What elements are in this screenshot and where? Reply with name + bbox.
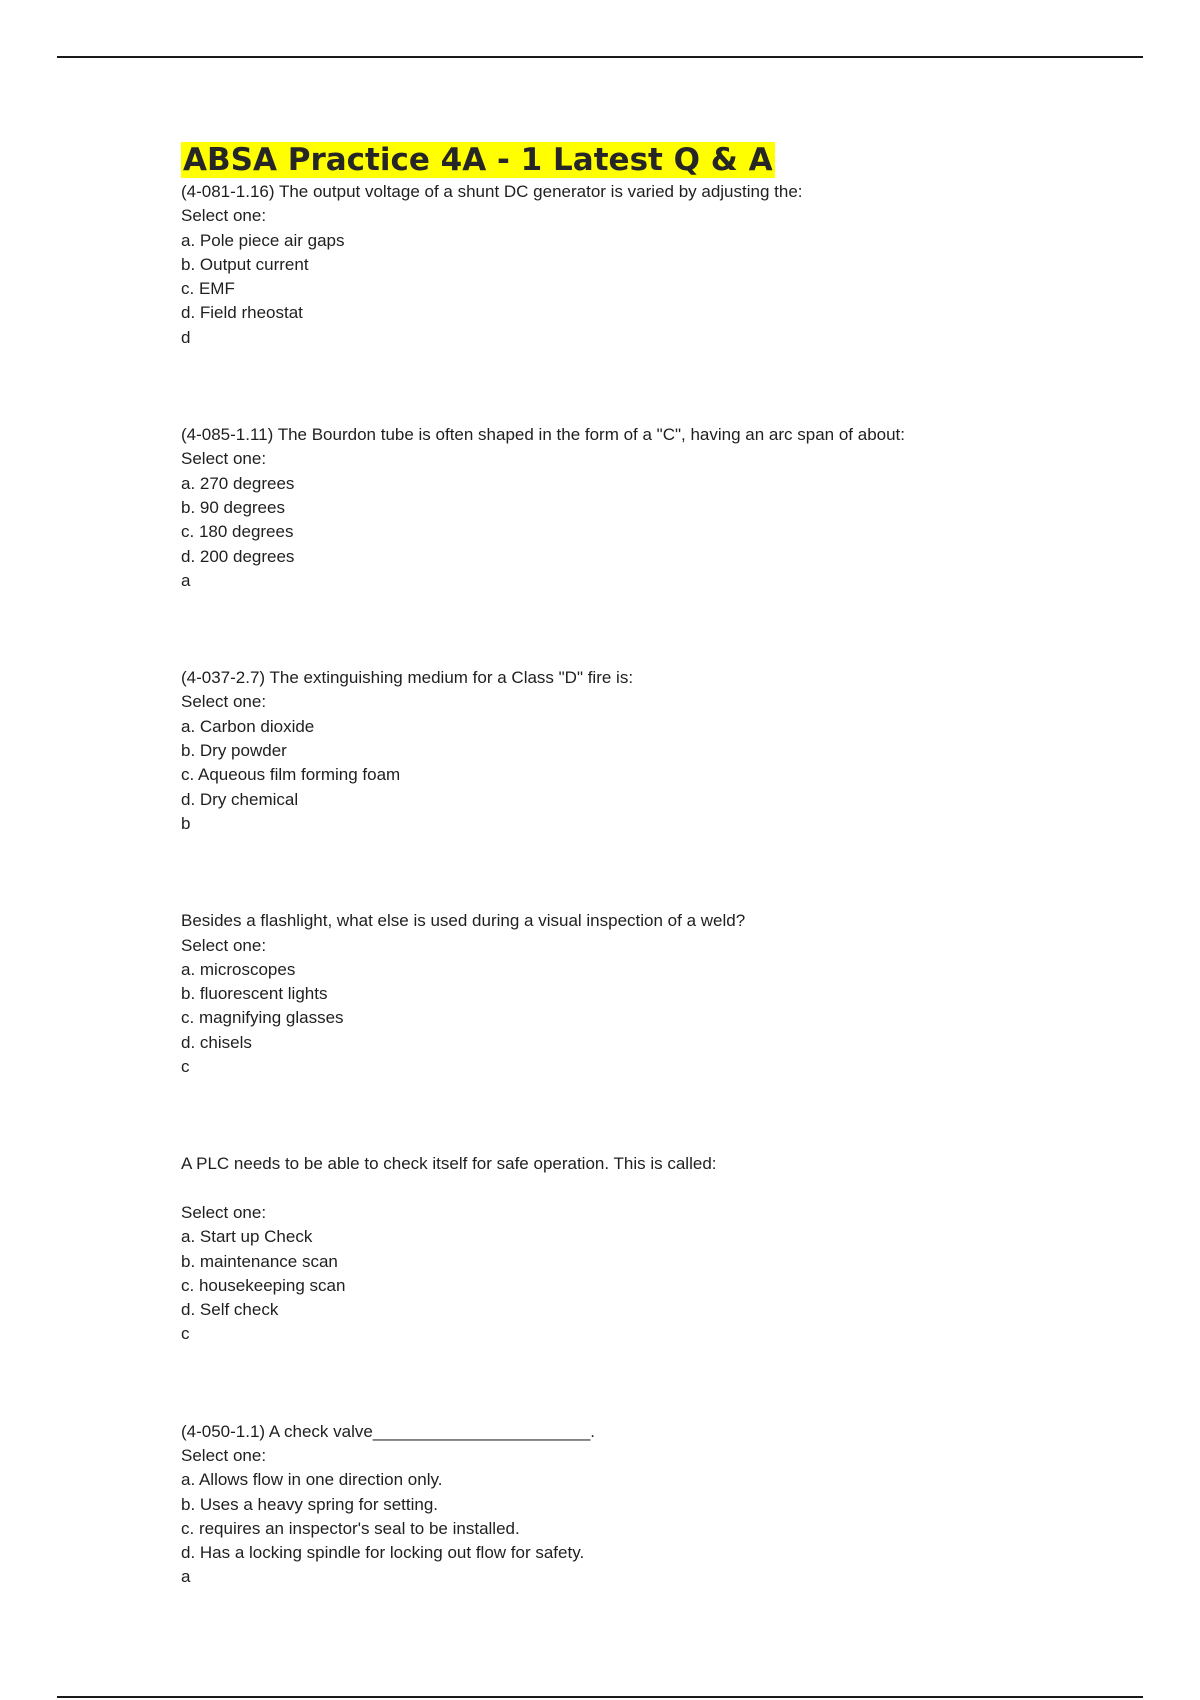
- blank-line: [181, 1177, 1141, 1201]
- option-d: d. Has a locking spindle for locking out flow for safety.: [181, 1543, 585, 1563]
- option-b: b. fluorescent lights: [181, 984, 328, 1004]
- answer: c: [181, 1324, 190, 1344]
- header-rule: [57, 56, 1143, 58]
- spacer: [181, 1347, 1141, 1420]
- option-c: c. housekeeping scan: [181, 1275, 346, 1295]
- select-one-label: Select one:: [181, 935, 267, 955]
- question-2: [181, 423, 1141, 593]
- question-stem: Besides a flashlight, what else is used during a visual inspection of a weld?: [181, 911, 746, 931]
- footer-rule: [57, 1696, 1143, 1698]
- select-one-label: Select one:: [181, 1445, 267, 1465]
- spacer: [181, 1079, 1141, 1152]
- question-stem: A PLC needs to be able to check itself for safe operation. This is called:: [181, 1154, 717, 1174]
- question-stem: (4-037-2.7) The extinguishing medium for a Class "D" fire is:: [181, 668, 634, 688]
- option-c: c. requires an inspector's seal to be installed.: [181, 1518, 520, 1538]
- option-c: c. EMF: [181, 279, 235, 299]
- answer: b: [181, 813, 191, 833]
- option-a: a. Carbon dioxide: [181, 716, 315, 736]
- question-6: [181, 1420, 1141, 1590]
- question-stem: (4-081-1.16) The output voltage of a shunt DC generator is varied by adjusting the:: [181, 182, 803, 201]
- option-a: a. Pole piece air gaps: [181, 230, 345, 250]
- option-d: d. chisels: [181, 1032, 252, 1052]
- document-title: ABSA Practice 4A - 1 Latest Q & A: [183, 142, 773, 178]
- option-b: b. maintenance scan: [181, 1251, 338, 1271]
- option-d: d. Field rheostat: [181, 303, 303, 323]
- option-a: a. Allows flow in one direction only.: [181, 1470, 443, 1490]
- question-stem: (4-050-1.1) A check valve_______________________.: [181, 1421, 596, 1441]
- answer: a: [181, 570, 191, 590]
- option-d: d. 200 degrees: [181, 546, 295, 566]
- question-5: [181, 1152, 1141, 1346]
- option-d: d. Self check: [181, 1300, 279, 1320]
- option-b: b. Dry powder: [181, 741, 287, 761]
- question-1: [181, 180, 1141, 350]
- select-one-label: Select one:: [181, 206, 267, 226]
- option-b: b. 90 degrees: [181, 497, 285, 517]
- option-a: a. Start up Check: [181, 1227, 313, 1247]
- option-a: a. 270 degrees: [181, 473, 295, 493]
- option-c: c. magnifying glasses: [181, 1008, 344, 1028]
- answer: a: [181, 1567, 191, 1587]
- question-4: [181, 909, 1141, 1079]
- select-one-label: Select one:: [181, 449, 267, 469]
- spacer: [181, 593, 1141, 666]
- spacer: [181, 836, 1141, 909]
- answer: d: [181, 327, 191, 347]
- option-b: b. Uses a heavy spring for setting.: [181, 1494, 439, 1514]
- option-a: a. microscopes: [181, 959, 296, 979]
- spacer: [181, 350, 1141, 423]
- question-stem: (4-085-1.11) The Bourdon tube is often shaped in the form of a "C", having an arc span of about:: [181, 425, 906, 445]
- select-one-label: Select one:: [181, 692, 267, 712]
- document-body: [181, 142, 1141, 1590]
- option-b: b. Output current: [181, 254, 309, 274]
- select-one-label: Select one:: [181, 1202, 267, 1222]
- answer: c: [181, 1057, 190, 1077]
- option-c: c. 180 degrees: [181, 522, 294, 542]
- option-d: d. Dry chemical: [181, 789, 299, 809]
- question-3: [181, 666, 1141, 836]
- option-c: c. Aqueous film forming foam: [181, 765, 401, 785]
